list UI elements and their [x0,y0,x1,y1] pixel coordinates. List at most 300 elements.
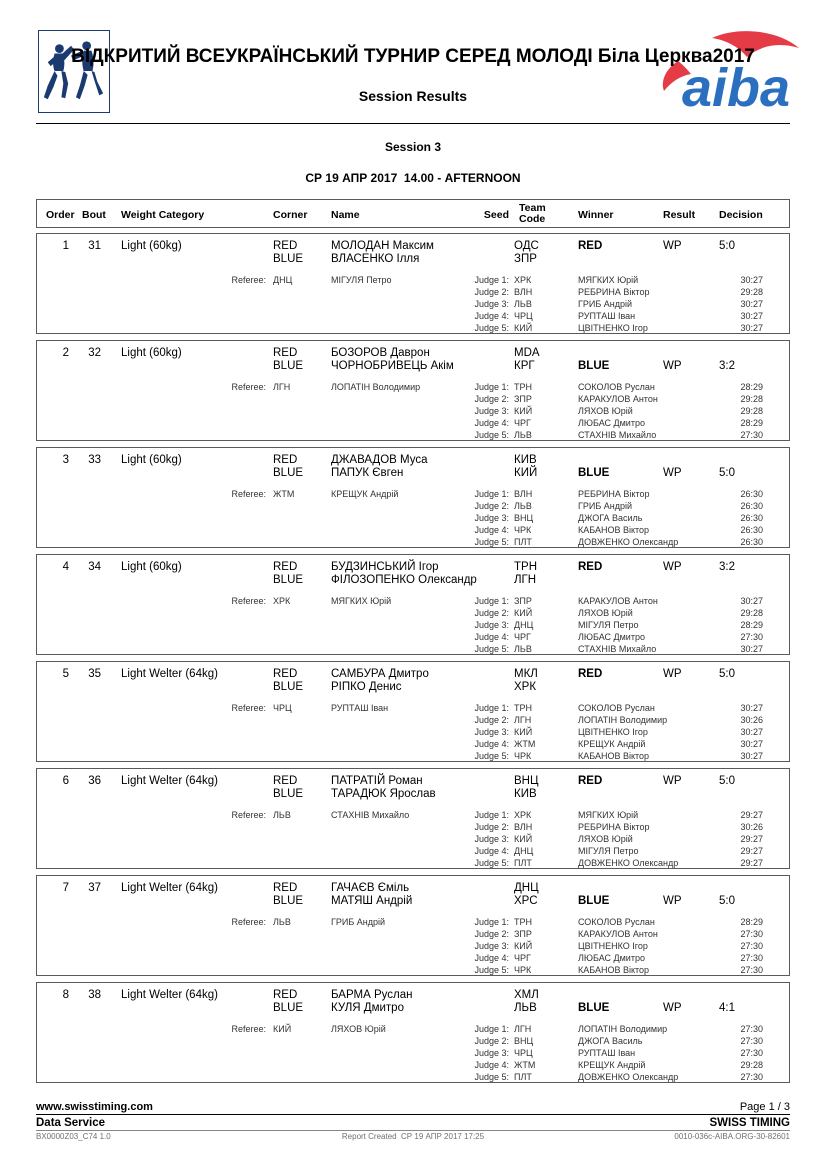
referee-name: СТАХНІВ Михайло [331,810,410,820]
judge-team: ЛЬВ [514,299,532,309]
footer-website-link[interactable]: www.swisstiming.com [36,1101,153,1113]
referee-name: ЛЯХОВ Юрій [331,1024,386,1034]
referee-label: Referee: [231,1024,266,1034]
col-header-name: Name [331,209,360,221]
decision-cell: 5:0 [719,895,735,907]
judge-team: ЗПР [514,596,532,606]
blue-corner-line [37,360,789,373]
order-cell: 3 [62,454,69,466]
judge-label: Judge 2: [474,287,509,297]
judge-name: ДЖОГА Василь [578,513,643,523]
red-corner-label: RED [273,454,298,466]
referee-label: Referee: [231,275,266,285]
judge-name: СТАХНІВ Михайло [578,644,657,654]
red-corner-label: RED [273,561,298,573]
referee-team: ЖТМ [273,489,295,499]
judge-name: КРЕЩУК Андрій [578,739,646,749]
red-corner-label: RED [273,882,298,894]
blue-boxer-name: МАТЯШ Андрій [331,895,413,907]
judge-row [37,1036,789,1047]
judge-score: 30:27 [740,596,763,606]
order-cell: 1 [62,240,69,252]
judge-label: Judge 3: [474,1048,509,1058]
judge-row [37,810,789,821]
judge-label: Judge 5: [474,323,509,333]
judge-label: Judge 2: [474,608,509,618]
judge-row [37,1048,789,1059]
judge-score: 27:30 [740,929,763,939]
judge-name: КАРАКУЛОВ Антон [578,596,658,606]
judge-name: РУПТАШ Іван [578,311,636,321]
result-cell: WP [663,1002,682,1014]
order-cell: 2 [62,347,69,359]
judge-label: Judge 4: [474,311,509,321]
judge-row [37,418,789,429]
judge-team: ТРН [514,382,532,392]
col-header-weight: Weight Category [121,209,205,221]
judge-team: ПЛТ [514,1072,532,1082]
red-corner-line [37,668,789,681]
judge-score: 30:27 [740,323,763,333]
judge-score: 29:28 [740,608,763,618]
judge-name: ЛЮБАС Дмитро [578,953,645,963]
judge-score: 30:27 [740,311,763,321]
winner-cell: BLUE [578,1002,610,1014]
judge-name: ГРИБ Андрій [578,299,633,309]
judge-name: ДЖОГА Василь [578,1036,643,1046]
judge-name: МЯГКИХ Юрій [578,275,639,285]
red-corner-label: RED [273,989,298,1001]
judge-score: 29:27 [740,846,763,856]
col-header-team-line1: Team [519,202,546,214]
weight-category-cell: Light (60kg) [121,347,182,359]
judge-label: Judge 3: [474,620,509,630]
red-team-code: ТРН [514,561,537,573]
judge-team: ЛЬВ [514,644,532,654]
judge-name: ЛЯХОВ Юрій [578,608,633,618]
winner-cell: BLUE [578,895,610,907]
judge-name: ЦВІТНЕНКО Ігор [578,941,648,951]
blue-boxer-name: ТАРАДЮК Ярослав [331,788,436,800]
judge-team: ЧРГ [514,953,531,963]
judge-team: ЛЬВ [514,501,532,511]
result-cell: WP [663,360,682,372]
judge-team: ДНЦ [514,620,534,630]
judge-label: Judge 2: [474,929,509,939]
table-header-row [36,199,790,228]
judge-score: 27:30 [740,965,763,975]
blue-team-code: ЛГН [514,574,537,586]
judge-label: Judge 5: [474,965,509,975]
judge-name: КАРАКУЛОВ Антон [578,394,658,404]
referee-label: Referee: [231,382,266,392]
decision-cell: 3:2 [719,360,735,372]
bout-row [36,982,790,1083]
red-boxer-name: МОЛОДАН Максим [331,240,434,252]
judge-row [37,703,789,714]
blue-boxer-name: ВЛАСЕНКО Ілля [331,253,420,265]
judge-row [37,917,789,928]
bout-number-cell: 38 [88,989,101,1001]
bout-row [36,233,790,334]
col-header-team-code [519,203,546,225]
judge-score: 30:27 [740,299,763,309]
footer-version: BX0000Z03_C74 1.0 [36,1132,111,1141]
footer-brand-label: SWISS TIMING [709,1117,790,1129]
judge-label: Judge 5: [474,430,509,440]
judge-name: СОКОЛОВ Руслан [578,917,655,927]
winner-cell: BLUE [578,467,610,479]
judge-team: ЧРЦ [514,311,533,321]
blue-corner-label: BLUE [273,895,304,907]
order-cell: 8 [62,989,69,1001]
referee-name: РУПТАШ Іван [331,703,389,713]
judge-name: ДОВЖЕНКО Олександр [578,858,679,868]
judge-label: Judge 1: [474,596,509,606]
bouts-list [36,233,790,1083]
judge-team: ВЛН [514,287,533,297]
judge-team: ДНЦ [514,846,534,856]
blue-corner-label: BLUE [273,681,304,693]
judge-name: КАБАНОВ Віктор [578,525,650,535]
judge-team: ЛГН [514,715,532,725]
blue-boxer-name: КУЛЯ Дмитро [331,1002,404,1014]
judge-team: ТРН [514,917,532,927]
judge-name: РЕБРИНА Віктор [578,822,650,832]
judge-team: ХРК [514,810,532,820]
blue-team-code: КИЙ [514,467,538,479]
judge-label: Judge 1: [474,917,509,927]
referee-name: КРЕЩУК Андрій [331,489,399,499]
red-corner-line [37,989,789,1002]
judge-score: 29:28 [740,394,763,404]
judge-team: КИЙ [514,727,533,737]
col-header-result: Result [663,209,696,221]
red-boxer-name: САМБУРА Дмитро [331,668,429,680]
order-cell: 4 [62,561,69,573]
referee-team: ЛЬВ [273,810,291,820]
judge-score: 26:30 [740,525,763,535]
result-cell: WP [663,668,682,680]
order-cell: 7 [62,882,69,894]
judge-row [37,1024,789,1035]
judge-label: Judge 1: [474,703,509,713]
judge-label: Judge 3: [474,727,509,737]
bout-row [36,554,790,655]
weight-category-cell: Light (60kg) [121,240,182,252]
bout-number-cell: 35 [88,668,101,680]
blue-team-code: ЗПР [514,253,537,265]
red-team-code: ДНЦ [514,882,539,894]
judge-score: 30:27 [740,739,763,749]
referee-label: Referee: [231,596,266,606]
aiba-logo [650,28,800,118]
judge-score: 27:30 [740,1048,763,1058]
judge-row [37,965,789,976]
blue-corner-line [37,467,789,480]
judge-row [37,501,789,512]
red-corner-label: RED [273,668,298,680]
winner-cell: RED [578,668,603,680]
judge-row [37,287,789,298]
judge-team: ЧРЦ [514,1048,533,1058]
blue-corner-line [37,788,789,801]
bout-row [36,661,790,762]
judge-row [37,596,789,607]
judge-label: Judge 3: [474,513,509,523]
weight-category-cell: Light Welter (64kg) [121,775,218,787]
bout-number-cell: 34 [88,561,101,573]
decision-cell: 5:0 [719,775,735,787]
judge-score: 26:30 [740,537,763,547]
judge-score: 27:30 [740,941,763,951]
page-subtitle: Session Results [358,88,468,104]
red-corner-label: RED [273,347,298,359]
order-cell: 6 [62,775,69,787]
referee-team: ДНЦ [273,275,293,285]
blue-corner-line [37,1002,789,1015]
judge-row [37,727,789,738]
referee-team: ЛГН [273,382,291,392]
judge-label: Judge 4: [474,739,509,749]
red-corner-label: RED [273,240,298,252]
col-header-decision: Decision [719,209,763,221]
referee-team: ХРК [273,596,291,606]
aiba-logo-icon [650,28,800,118]
judge-row [37,1060,789,1071]
judge-team: ЧРК [514,965,532,975]
blue-team-code: ХРС [514,895,538,907]
decision-cell: 4:1 [719,1002,735,1014]
blue-boxer-name: ПАПУК Євген [331,467,404,479]
col-header-order: Order [46,209,75,221]
red-boxer-name: ДЖАВАДОВ Муса [331,454,428,466]
blue-corner-label: BLUE [273,788,304,800]
judge-name: РУПТАШ Іван [578,1048,636,1058]
judge-score: 30:26 [740,822,763,832]
judge-label: Judge 5: [474,751,509,761]
judge-label: Judge 1: [474,275,509,285]
judge-row [37,311,789,322]
red-boxer-name: БОЗОРОВ Даврон [331,347,430,359]
red-team-code: ХМЛ [514,989,539,1001]
blue-corner-label: BLUE [273,253,304,265]
judge-label: Judge 2: [474,822,509,832]
red-corner-line [37,454,789,467]
bout-number-cell: 37 [88,882,101,894]
judge-score: 30:27 [740,275,763,285]
judge-team: ЧРК [514,751,532,761]
judge-row [37,406,789,417]
bout-number-cell: 31 [88,240,101,252]
referee-team: ЧРЦ [273,703,292,713]
judge-name: СОКОЛОВ Руслан [578,703,655,713]
judge-row [37,846,789,857]
blue-team-code: ЛЬВ [514,1002,537,1014]
judge-label: Judge 1: [474,810,509,820]
judge-team: КИЙ [514,834,533,844]
weight-category-cell: Light Welter (64kg) [121,882,218,894]
judge-row [37,739,789,750]
judge-team: ЛГН [514,1024,532,1034]
judge-score: 28:29 [740,917,763,927]
red-corner-line [37,347,789,360]
bout-row [36,340,790,441]
judge-name: ЛОПАТІН Володимир [578,715,668,725]
judge-label: Judge 3: [474,299,509,309]
bout-row [36,447,790,548]
judge-name: КРЕЩУК Андрій [578,1060,646,1070]
judge-score: 26:30 [740,489,763,499]
judge-name: ГРИБ Андрій [578,501,633,511]
judge-team: ВЛН [514,822,533,832]
col-header-corner: Corner [273,209,308,221]
blue-corner-line [37,574,789,587]
judge-label: Judge 1: [474,382,509,392]
col-header-bout: Bout [82,209,106,221]
winner-cell: RED [578,561,603,573]
judge-team: ТРН [514,703,532,713]
judge-name: РЕБРИНА Віктор [578,489,650,499]
judge-team: ЗПР [514,394,532,404]
judge-team: ЖТМ [514,1060,536,1070]
judge-team: ВНЦ [514,513,534,523]
bout-number-cell: 32 [88,347,101,359]
referee-team: ЛЬВ [273,917,291,927]
judge-label: Judge 5: [474,644,509,654]
judge-team: КИЙ [514,608,533,618]
judge-row [37,929,789,940]
judge-team: ЧРГ [514,418,531,428]
col-header-seed: Seed [483,209,509,221]
header-divider [36,123,790,124]
judge-score: 27:30 [740,1072,763,1082]
judge-score: 26:30 [740,513,763,523]
judge-team: ЗПР [514,929,532,939]
blue-boxer-name: ЧОРНОБРИВЕЦЬ Акім [331,360,454,372]
judge-row [37,858,789,869]
judge-name: ЛЯХОВ Юрій [578,406,633,416]
judge-row [37,537,789,548]
bout-row [36,768,790,869]
blue-corner-label: BLUE [273,574,304,586]
decision-cell: 5:0 [719,240,735,252]
bout-number-cell: 33 [88,454,101,466]
aiba-logo-text: aiba [682,58,791,118]
judge-score: 30:27 [740,727,763,737]
judge-row [37,715,789,726]
referee-name: ГРИБ Андрій [331,917,386,927]
judge-score: 27:30 [740,430,763,440]
referee-label: Referee: [231,489,266,499]
judge-row [37,834,789,845]
judge-label: Judge 5: [474,537,509,547]
result-cell: WP [663,467,682,479]
judge-row [37,513,789,524]
judge-label: Judge 2: [474,715,509,725]
judge-row [37,644,789,655]
judge-name: ДОВЖЕНКО Олександр [578,1072,679,1082]
judge-label: Judge 4: [474,953,509,963]
decision-cell: 5:0 [719,467,735,479]
judge-score: 26:30 [740,501,763,511]
judge-row [37,299,789,310]
judge-row [37,822,789,833]
judge-score: 29:27 [740,834,763,844]
bout-row [36,875,790,976]
footer-report-created: Report Created СР 19 АПР 2017 17:25 [341,1132,485,1141]
referee-name: МЯГКИХ Юрій [331,596,392,606]
session-results-table [36,199,790,1089]
judge-name: РЕБРИНА Віктор [578,287,650,297]
weight-category-cell: Light (60kg) [121,561,182,573]
result-cell: WP [663,240,682,252]
judge-name: МІГУЛЯ Петро [578,846,639,856]
weight-category-cell: Light Welter (64kg) [121,668,218,680]
bout-number-cell: 36 [88,775,101,787]
blue-corner-line [37,681,789,694]
judge-row [37,489,789,500]
blue-corner-line [37,253,789,266]
red-team-code: MDA [514,347,540,359]
judge-row [37,751,789,762]
judge-name: ЛЮБАС Дмитро [578,418,645,428]
judge-row [37,941,789,952]
judge-label: Judge 3: [474,941,509,951]
referee-label: Referee: [231,810,266,820]
judge-score: 27:30 [740,1024,763,1034]
judge-name: ЛЮБАС Дмитро [578,632,645,642]
judge-label: Judge 2: [474,501,509,511]
blue-corner-label: BLUE [273,467,304,479]
red-boxer-name: БАРМА Руслан [331,989,413,1001]
judge-name: КАБАНОВ Віктор [578,965,650,975]
judge-label: Judge 3: [474,834,509,844]
weight-category-cell: Light (60kg) [121,454,182,466]
red-corner-label: RED [273,775,298,787]
blue-team-code: КРГ [514,360,535,372]
judge-row [37,275,789,286]
judge-name: ДОВЖЕНКО Олександр [578,537,679,547]
order-cell: 5 [62,668,69,680]
judge-team: ЧРК [514,525,532,535]
red-corner-line [37,240,789,253]
judge-team: ЧРГ [514,632,531,642]
judge-score: 29:28 [740,1060,763,1070]
judge-team: ХРК [514,275,532,285]
weight-category-cell: Light Welter (64kg) [121,989,218,1001]
judge-score: 30:26 [740,715,763,725]
judge-score: 27:30 [740,1036,763,1046]
result-cell: WP [663,895,682,907]
judge-score: 30:27 [740,644,763,654]
judge-label: Judge 5: [474,858,509,868]
judge-team: ВЛН [514,489,533,499]
judge-name: СТАХНІВ Михайло [578,430,657,440]
col-header-team-line2: Code [519,213,546,225]
judge-row [37,608,789,619]
red-corner-line [37,561,789,574]
judge-score: 28:29 [740,418,763,428]
judge-label: Judge 1: [474,1024,509,1034]
result-cell: WP [663,775,682,787]
referee-name: МІГУЛЯ Петро [331,275,392,285]
decision-cell: 5:0 [719,668,735,680]
judge-score: 27:30 [740,632,763,642]
judge-team: КИЙ [514,323,533,333]
judge-score: 30:27 [740,751,763,761]
judge-label: Judge 4: [474,632,509,642]
